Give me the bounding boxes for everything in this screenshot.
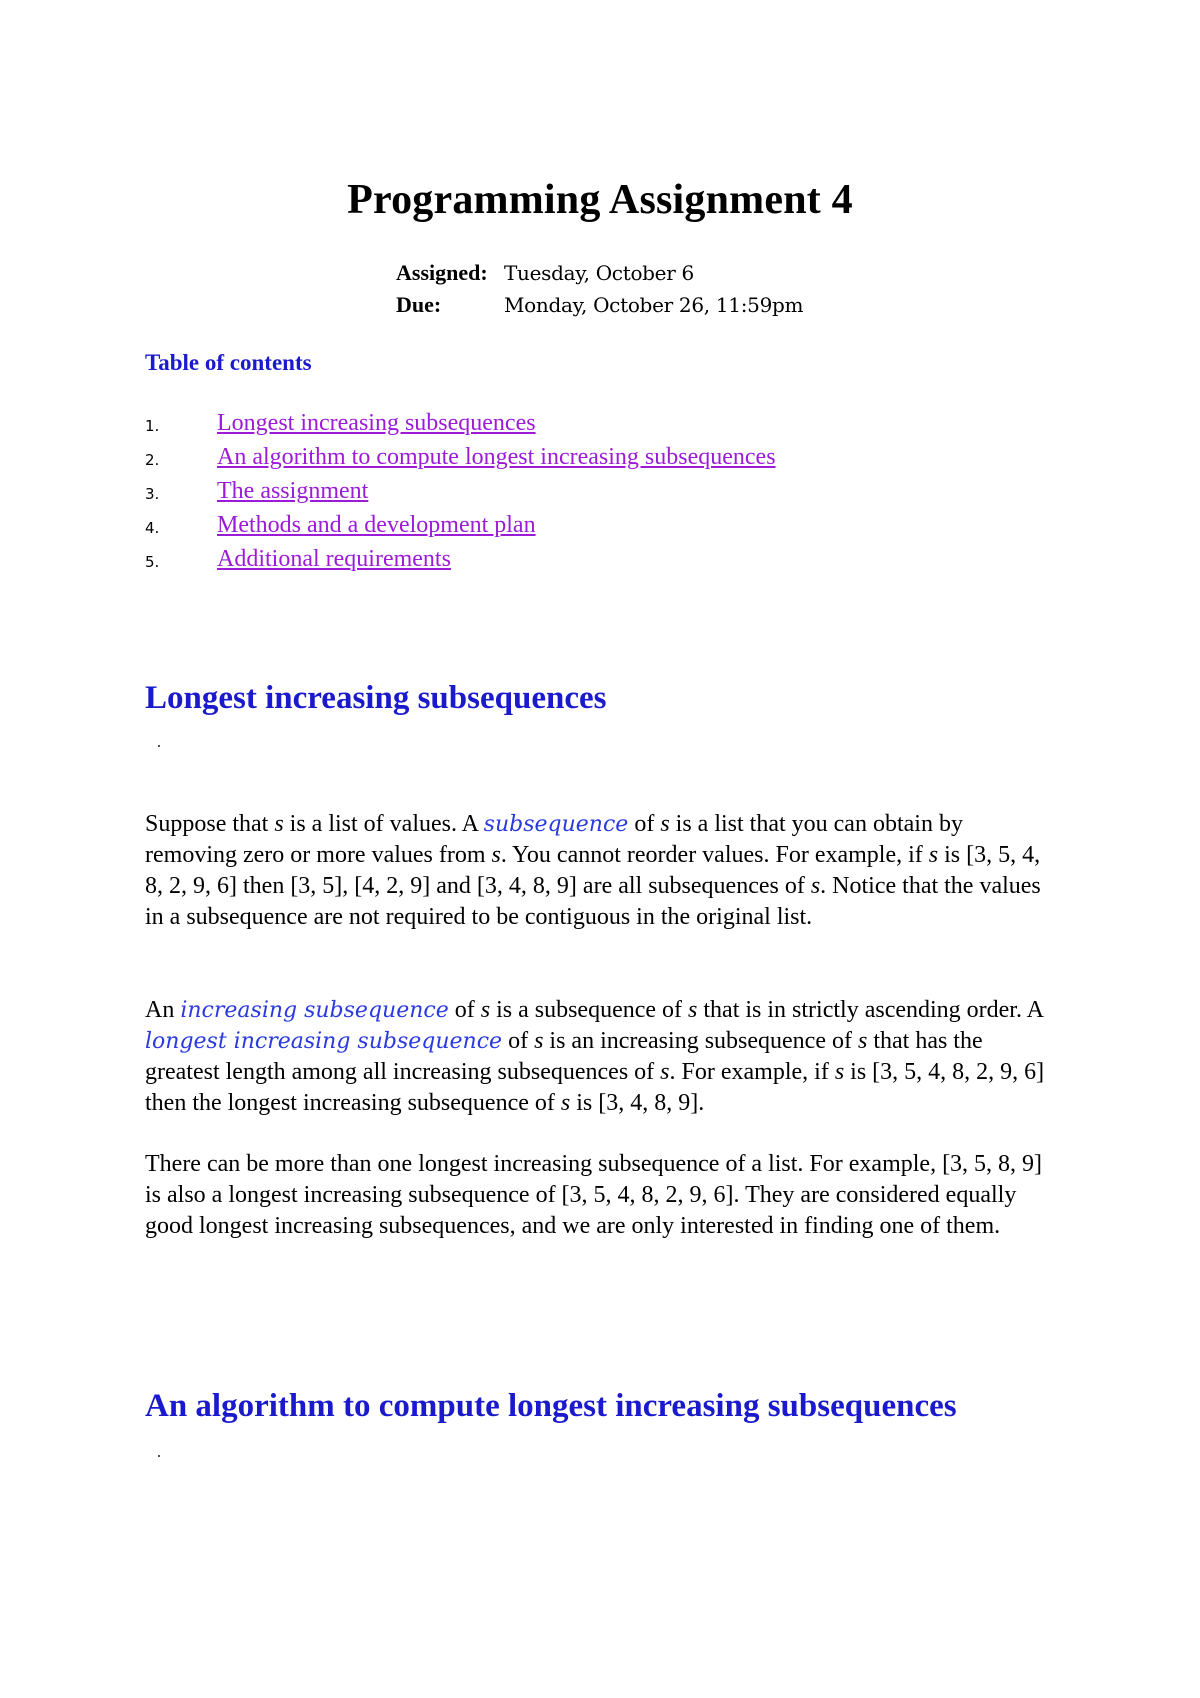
variable-s: s [688, 997, 698, 1023]
paragraph-multiple-lis: There can be more than one longest increasing subsequence of a list. For example, [3, 5, 8, 9] is also a longest increasing subsequence of [3, 5, 4, 8, 2, 9, 6]. They are considered equally good longest increasing subsequences, and we are only interested in finding one of them. [145, 1151, 1043, 1239]
variable-s: s [660, 811, 670, 837]
toc-item-number: 5. [145, 553, 160, 571]
toc-item [145, 544, 776, 578]
anchor-dot [158, 745, 160, 747]
toc-item-number: 4. [145, 519, 160, 537]
assigned-row [396, 257, 803, 289]
toc-item [145, 442, 776, 476]
variable-s: s [857, 1028, 868, 1054]
text-run: is [3, 5, 4, 8, 2, 9, 6] then the longest increasing subsequence of [145, 1059, 1045, 1116]
assigned-value: Tuesday, October 6 [504, 261, 694, 285]
toc-item-number: 2. [145, 451, 160, 469]
text-run: An [145, 997, 181, 1023]
toc-link-algorithm[interactable]: An algorithm to compute longest increasing subsequences [217, 444, 776, 470]
term-longest-increasing-subsequence: longest increasing subsequence [145, 1029, 503, 1054]
variable-s: s [834, 1059, 845, 1085]
term-subsequence: subsequence [483, 812, 629, 837]
toc-item [145, 510, 776, 544]
variable-s: s [928, 842, 939, 868]
paragraph-increasing-subsequence-definition [145, 995, 1060, 1119]
toc-item [145, 408, 776, 442]
text-run: is a subsequence of [490, 997, 689, 1023]
toc-link-additional-requirements[interactable]: Additional requirements [217, 546, 451, 572]
text-run: . For example, if [669, 1059, 835, 1085]
text-run: is [3, 5, 4, 8, 2, 9, 6] then [3, 5], [4, 2, 9] and [3, 4, 8, 9] are all subsequences of [145, 842, 1041, 899]
text-run: Suppose that [145, 811, 275, 837]
text-run: of [502, 1028, 535, 1054]
toc-link-the-assignment[interactable]: The assignment [217, 478, 369, 504]
toc-item [145, 476, 776, 510]
text-run: of [448, 997, 481, 1023]
text-run: is a list that you can obtain by removing zero or more values from [145, 811, 963, 868]
toc-item-number: 1. [145, 417, 160, 435]
paragraph-subsequence-definition [145, 809, 1060, 933]
section-heading-longest-increasing-subsequences: Longest increasing subsequences [145, 680, 607, 716]
variable-s: s [274, 811, 284, 837]
text-run: is an increasing subsequence of [543, 1028, 858, 1054]
variable-s: s [810, 873, 821, 899]
toc-link-longest-increasing-subsequences[interactable]: Longest increasing subsequences [217, 410, 536, 436]
text-run: is [3, 4, 8, 9]. [570, 1090, 705, 1116]
assigned-label: Assigned: [396, 260, 488, 285]
text-run: is a list of values. A [283, 811, 484, 837]
toc-heading: Table of contents [145, 350, 312, 375]
variable-s: s [480, 997, 491, 1023]
text-run: of [628, 811, 661, 837]
due-label: Due: [396, 292, 442, 317]
variable-s: s [560, 1090, 571, 1116]
text-run: . Notice that the values in a subsequence are not required to be contiguous in the original list. [145, 873, 1041, 930]
due-row [396, 289, 803, 321]
text-run: that has the greatest length among all increasing subsequences of [145, 1028, 983, 1085]
toc-item-number: 3. [145, 485, 160, 503]
toc-link-methods-and-plan[interactable]: Methods and a development plan [217, 512, 536, 538]
variable-s: s [660, 1059, 670, 1085]
page-title: Programming Assignment 4 [347, 177, 853, 223]
variable-s: s [534, 1028, 544, 1054]
text-run: . You cannot reorder values. For example, if [500, 842, 929, 868]
variable-s: s [491, 842, 501, 868]
text-run: that is in strictly ascending order. A [697, 997, 1043, 1023]
anchor-dot [158, 1455, 160, 1457]
section-heading-algorithm: An algorithm to compute longest increasing subsequences [145, 1388, 957, 1424]
due-value: Monday, October 26, 11:59pm [504, 293, 804, 317]
term-increasing-subsequence: increasing subsequence [180, 998, 449, 1023]
assignment-dates [396, 257, 803, 321]
table-of-contents [145, 408, 776, 578]
